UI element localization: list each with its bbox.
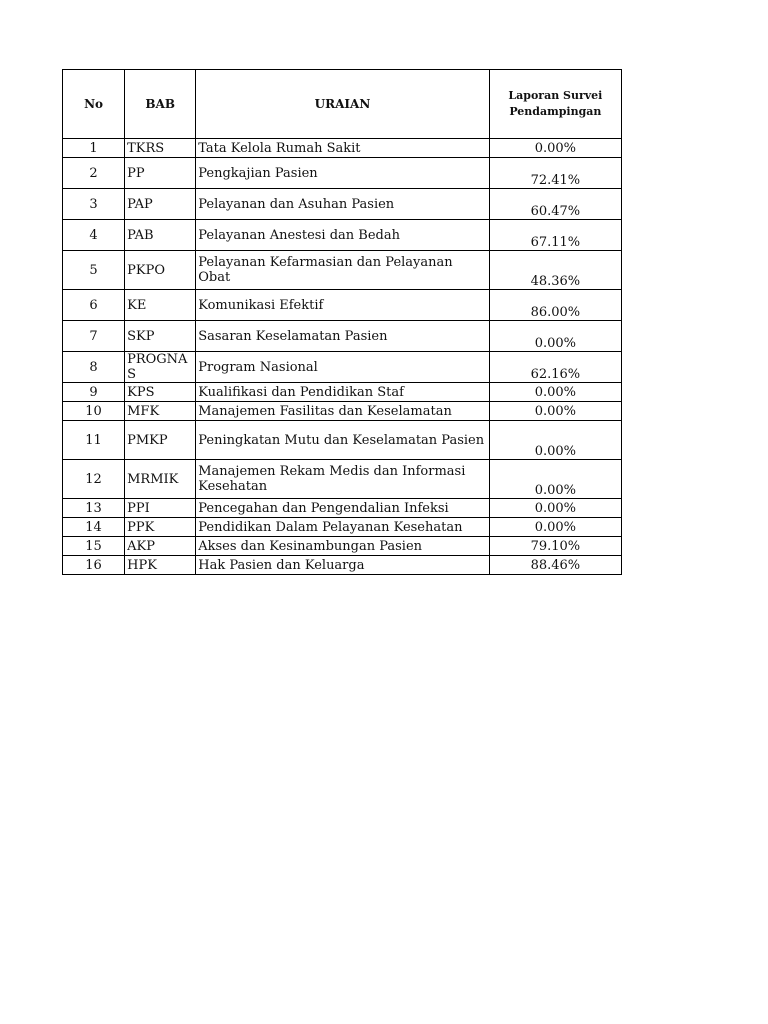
table-row <box>63 460 622 499</box>
row-bab: TKRS <box>125 139 196 158</box>
row-bab: AKP <box>125 537 196 556</box>
row-percentage: 62.16% <box>489 352 621 383</box>
row-no: 4 <box>63 220 125 251</box>
row-uraian: Pengkajian Pasien <box>196 158 490 189</box>
table-row <box>63 421 622 460</box>
header-row <box>63 70 622 139</box>
row-no: 3 <box>63 189 125 220</box>
table-row <box>63 290 622 321</box>
row-uraian: Pendidikan Dalam Pelayanan Kesehatan <box>196 518 490 537</box>
table-row <box>63 499 622 518</box>
table-row <box>63 220 622 251</box>
row-bab: PAB <box>125 220 196 251</box>
table-row <box>63 158 622 189</box>
header-bab: BAB <box>125 70 196 139</box>
row-bab: PMKP <box>125 421 196 460</box>
row-percentage: 88.46% <box>489 556 621 575</box>
row-bab: PPI <box>125 499 196 518</box>
row-bab: MFK <box>125 402 196 421</box>
row-uraian: Peningkatan Mutu dan Keselamatan Pasien <box>196 421 490 460</box>
row-bab: PAP <box>125 189 196 220</box>
table-row <box>63 189 622 220</box>
row-uraian: Pelayanan Anestesi dan Bedah <box>196 220 490 251</box>
row-bab: PP <box>125 158 196 189</box>
row-uraian: Akses dan Kesinambungan Pasien <box>196 537 490 556</box>
row-no: 9 <box>63 383 125 402</box>
row-percentage: 0.00% <box>489 383 621 402</box>
row-percentage: 0.00% <box>489 402 621 421</box>
row-percentage: 60.47% <box>489 189 621 220</box>
row-bab: PKPO <box>125 251 196 290</box>
row-uraian: Pelayanan dan Asuhan Pasien <box>196 189 490 220</box>
table-row <box>63 518 622 537</box>
row-bab: KE <box>125 290 196 321</box>
header-report: Laporan Survei Pendampingan <box>489 70 621 139</box>
row-percentage: 0.00% <box>489 139 621 158</box>
row-percentage: 79.10% <box>489 537 621 556</box>
table-row <box>63 352 622 383</box>
row-no: 1 <box>63 139 125 158</box>
table-row <box>63 321 622 352</box>
row-uraian: Pencegahan dan Pengendalian Infeksi <box>196 499 490 518</box>
row-no: 7 <box>63 321 125 352</box>
row-uraian: Pelayanan Kefarmasian dan Pelayanan Obat <box>196 251 490 290</box>
row-percentage: 67.11% <box>489 220 621 251</box>
row-uraian: Sasaran Keselamatan Pasien <box>196 321 490 352</box>
row-bab: HPK <box>125 556 196 575</box>
row-no: 12 <box>63 460 125 499</box>
header-no: No <box>63 70 125 139</box>
row-bab: PPK <box>125 518 196 537</box>
row-bab: MRMIK <box>125 460 196 499</box>
row-bab: SKP <box>125 321 196 352</box>
row-bab: PROGNAS <box>125 352 196 383</box>
table-row <box>63 383 622 402</box>
row-bab: KPS <box>125 383 196 402</box>
row-no: 8 <box>63 352 125 383</box>
row-percentage: 0.00% <box>489 499 621 518</box>
row-percentage: 0.00% <box>489 460 621 499</box>
row-no: 15 <box>63 537 125 556</box>
row-percentage: 0.00% <box>489 518 621 537</box>
row-no: 5 <box>63 251 125 290</box>
row-percentage: 48.36% <box>489 251 621 290</box>
row-no: 16 <box>63 556 125 575</box>
row-uraian: Hak Pasien dan Keluarga <box>196 556 490 575</box>
table-row <box>63 139 622 158</box>
header-uraian: URAIAN <box>196 70 490 139</box>
row-uraian: Manajemen Fasilitas dan Keselamatan <box>196 402 490 421</box>
row-no: 14 <box>63 518 125 537</box>
row-percentage: 0.00% <box>489 321 621 352</box>
table-row <box>63 556 622 575</box>
table-row <box>63 251 622 290</box>
table-row <box>63 402 622 421</box>
table-row <box>63 537 622 556</box>
row-no: 6 <box>63 290 125 321</box>
row-uraian: Komunikasi Efektif <box>196 290 490 321</box>
survey-table <box>62 69 622 575</box>
row-no: 2 <box>63 158 125 189</box>
row-uraian: Manajemen Rekam Medis dan Informasi Kesehatan <box>196 460 490 499</box>
row-no: 13 <box>63 499 125 518</box>
row-percentage: 0.00% <box>489 421 621 460</box>
row-uraian: Tata Kelola Rumah Sakit <box>196 139 490 158</box>
row-percentage: 86.00% <box>489 290 621 321</box>
row-no: 10 <box>63 402 125 421</box>
row-percentage: 72.41% <box>489 158 621 189</box>
row-uraian: Program Nasional <box>196 352 490 383</box>
row-no: 11 <box>63 421 125 460</box>
row-uraian: Kualifikasi dan Pendidikan Staf <box>196 383 490 402</box>
